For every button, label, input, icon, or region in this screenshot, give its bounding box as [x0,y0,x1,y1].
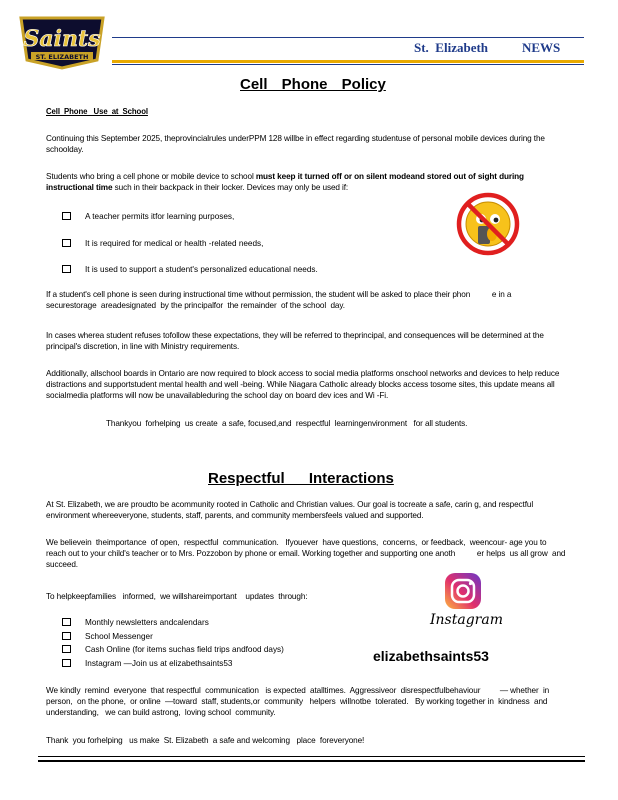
instagram-icon [443,571,483,611]
header-rule-blue [112,37,584,38]
cell-paragraph-1: Continuing this September 2025, theprovincialrules underPPM 128 willbe in effect regarding studentuse of personal mobile devices during the schoolday. [46,134,545,154]
header-rule-blue-2 [112,64,584,65]
respect-paragraph-1: At St. Elizabeth, we are proudto be acommunity rooted in Catholic and Christian values. Our goal is tocreate a safe, carin g, and respectful environment whereeveryone, students, staff, parents, and community membersfeels valued and supported. [46,500,534,520]
school-name: St. Elizabeth [414,40,489,55]
cell-paragraph-2-c: such in their backpack in their locker. Devices may only be used if: [112,183,349,192]
respect-bullet-4: Instagram —Join us at elizabethsaints53 [62,659,232,668]
cell-paragraph-3: If a student's cell phone is seen during instructional time without permission, the student will be asked to place their phon e in a securestorage areadesignated by the principalfor the remainder of the school day. [46,290,514,310]
header-rule-gold [112,60,584,63]
cell-thank-you: Thankyou forhelping us create a safe, focused,and respectful learningenvironment for all students. [106,419,468,428]
instagram-wordmark: Instagram [430,612,503,628]
footer-rule-2 [38,760,585,762]
cell-paragraph-2-a: Students who bring a cell phone or mobile device to school [46,172,256,181]
svg-text:ST. ELIZABETH: ST. ELIZABETH [35,53,89,61]
respect-bullet-2: School Messenger [62,632,153,641]
cell-paragraph-5: Additionally, allschool boards in Ontario are now required to block access to social media platforms onschool networks and devices to help reduce distractions and supportstudent mental health and well -being. While Niagara Catholic already blocks access tosome sites, this update means all socialmedia platforms will now be unavailableduring the school day on board dev ices and Wi -Fi. [46,369,560,400]
header-logo [17,14,107,70]
cell-paragraph-2-b: must keep it turned off or on silent modeand stored out of sight during instructional time [46,172,524,192]
respect-paragraph-4: We kindly remind everyone that respectful communication is expected atalltimes. Aggressiveor disrespectfulbehaviour — whether in person, on the phone, or online —toward staff, students,or community helpers willnotbe tolerated. By working together in kindness and understanding, we can build astrong, loving school community. [46,686,552,717]
cell-bullet-2: It is required for medical or health -related needs, [62,239,263,248]
footer-rule-1 [38,756,585,757]
saints-logo [17,14,107,70]
cell-bullet-1: A teacher permits itfor learning purposes, [62,212,234,221]
respect-bullet-1: Monthly newsletters andcalendars [62,618,209,627]
respect-bullet-3: Cash Online (for items suchas field trips andfood days) [62,645,284,654]
respect-thank-you: Thank you forhelping us make St. Elizabeth a safe and welcoming place foreveryone! [46,736,365,745]
respect-paragraph-2: We believein theimportance of open, respectful communication. Ifyouever have questions, concerns, or feedback, weencour- age you to reach out to your child's teacher or to Mrs. Pozzobon by phone or email. Working together and supporting one anoth er helps us all grow and succeed. [46,538,570,569]
svg-text:Saints: Saints [23,26,101,52]
cell-subtitle: Cell Phone Use at School [46,107,148,116]
cell-bullet-3: It is used to support a student's personalized educational needs. [62,265,318,274]
no-phone-icon [456,192,520,256]
cell-paragraph-4: In cases wherea student refuses tofollow these expectations, they will be referred to theprincipal, and consequences will be determined at the principal's discretion, in line with Ministry requirements. [46,331,544,351]
respect-title: Respectful Interactions [208,470,394,487]
cell-title: Cell Phone Policy [240,76,386,93]
cell-paragraph-2 [46,171,566,193]
instagram-handle: elizabethsaints53 [373,648,489,664]
news-label: NEWS [522,40,561,55]
respect-paragraph-3: To helpkeepfamilies informed, we willshareimportant updates through: [46,592,308,601]
